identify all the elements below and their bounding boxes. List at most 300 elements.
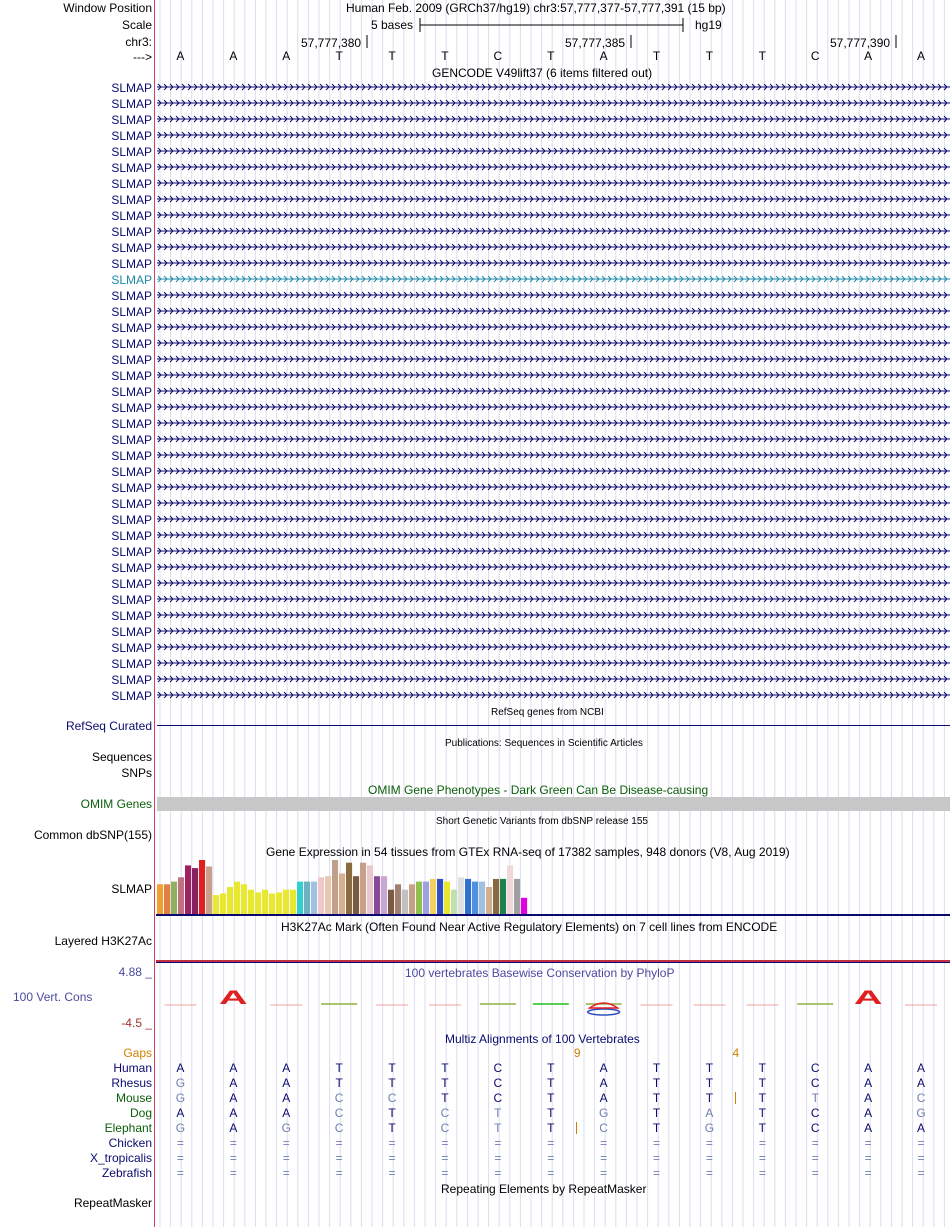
- gencode-transcript-glyph[interactable]: [157, 672, 950, 688]
- gtex-tissue-bar[interactable]: [514, 879, 520, 914]
- gencode-transcript-glyph[interactable]: [157, 320, 950, 336]
- gtex-tissue-bar[interactable]: [430, 879, 436, 914]
- gencode-transcript-label[interactable]: SLMAP: [111, 353, 152, 367]
- aligned-base: A: [864, 1121, 873, 1135]
- aligned-base: =: [282, 1166, 290, 1180]
- gtex-tissue-bar[interactable]: [241, 884, 247, 914]
- aligned-base: T: [652, 1061, 661, 1075]
- gencode-transcript-label[interactable]: SLMAP: [111, 289, 152, 303]
- gencode-transcript-label[interactable]: SLMAP: [111, 577, 152, 591]
- phylop-track-label[interactable]: 100 Vert. Cons: [13, 990, 93, 1004]
- gencode-transcript-row[interactable]: [0, 384, 950, 400]
- gtex-tissue-bar[interactable]: [311, 882, 317, 914]
- species-label[interactable]: Chicken: [108, 1136, 152, 1150]
- chrom-label: chr3:: [125, 35, 152, 49]
- gencode-transcript-label[interactable]: SLMAP: [111, 593, 152, 607]
- refseq-track-label[interactable]: RefSeq Curated: [65, 719, 152, 733]
- gencode-transcript-label[interactable]: SLMAP: [111, 657, 152, 671]
- gtex-tissue-bar[interactable]: [353, 876, 359, 914]
- gtex-tissue-bar[interactable]: [157, 884, 163, 914]
- gtex-tissue-bar[interactable]: [444, 882, 450, 914]
- aligned-base: A: [864, 1061, 873, 1075]
- gap-count: 9: [573, 1046, 581, 1060]
- gencode-transcript-glyph[interactable]: [157, 560, 950, 576]
- species-label[interactable]: Mouse: [115, 1091, 152, 1105]
- gtex-tissue-bar[interactable]: [500, 879, 506, 914]
- gtex-tissue-bar[interactable]: [388, 890, 394, 914]
- gencode-transcript-row[interactable]: [0, 128, 950, 144]
- gencode-transcript-label[interactable]: SLMAP: [111, 689, 152, 703]
- omim-track-title[interactable]: OMIM Gene Phenotypes - Dark Green Can Be Disease-causing: [368, 783, 709, 797]
- gencode-transcript-row[interactable]: [0, 336, 950, 352]
- gencode-transcript-label[interactable]: SLMAP: [111, 545, 152, 559]
- aligned-base: T: [705, 1061, 714, 1075]
- position-tick-1: 57,777,380: [301, 36, 362, 50]
- gencode-transcript-glyph[interactable]: [157, 608, 950, 624]
- gencode-transcript-row[interactable]: [0, 352, 950, 368]
- reference-base: T: [388, 49, 396, 63]
- gtex-tissue-bar[interactable]: [486, 887, 492, 914]
- strand-arrow-label: --->: [133, 50, 152, 64]
- gtex-tissue-bar[interactable]: [178, 877, 184, 914]
- gencode-transcript-label[interactable]: SLMAP: [111, 113, 152, 127]
- aligned-base: =: [547, 1151, 555, 1165]
- gencode-transcript-glyph[interactable]: [157, 288, 950, 304]
- gencode-transcript-row[interactable]: [0, 224, 950, 240]
- aligned-base: T: [652, 1121, 661, 1135]
- gencode-transcript-glyph[interactable]: [157, 240, 950, 256]
- aligned-base: G: [598, 1106, 609, 1120]
- gtex-tissue-bar[interactable]: [437, 879, 443, 914]
- aligned-base: =: [335, 1166, 343, 1180]
- gencode-transcript-row[interactable]: [0, 240, 950, 256]
- gencode-transcript-row[interactable]: [0, 544, 950, 560]
- gencode-transcript-glyph[interactable]: [157, 512, 950, 528]
- aligned-base: T: [652, 1076, 661, 1090]
- aligned-base: =: [229, 1166, 237, 1180]
- gencode-transcript-label[interactable]: SLMAP: [111, 241, 152, 255]
- gencode-transcript-row[interactable]: [0, 592, 950, 608]
- aligned-base: C: [599, 1121, 608, 1135]
- gencode-transcript-label[interactable]: SLMAP: [111, 257, 152, 271]
- aligned-base: A: [229, 1091, 238, 1105]
- aligned-base: A: [917, 1121, 926, 1135]
- gencode-transcript-glyph[interactable]: [157, 112, 950, 128]
- gtex-track-bottom-line: [156, 914, 950, 916]
- aligned-base: A: [229, 1106, 238, 1120]
- aligned-base: T: [705, 1076, 714, 1090]
- gencode-transcript-glyph[interactable]: [157, 128, 950, 144]
- gencode-transcript-label[interactable]: SLMAP: [111, 481, 152, 495]
- gencode-transcript-row[interactable]: [0, 688, 950, 704]
- gencode-transcript-label[interactable]: SLMAP: [111, 97, 152, 111]
- gtex-tissue-bar[interactable]: [395, 884, 401, 914]
- gtex-tissue-bar[interactable]: [248, 890, 254, 914]
- repeatmasker-track-title[interactable]: Repeating Elements by RepeatMasker: [441, 1182, 647, 1196]
- aligned-base: T: [547, 1121, 555, 1135]
- aligned-base: T: [494, 1121, 502, 1135]
- species-label[interactable]: Elephant: [104, 1121, 152, 1135]
- gencode-transcript-row[interactable]: [0, 368, 950, 384]
- aligned-base: G: [175, 1076, 186, 1090]
- gencode-transcript-label[interactable]: SLMAP: [111, 321, 152, 335]
- gtex-tissue-bar[interactable]: [360, 863, 366, 914]
- gencode-transcript-row[interactable]: [0, 192, 950, 208]
- gencode-transcript-label[interactable]: SLMAP: [111, 401, 152, 415]
- aligned-base: C: [810, 1061, 820, 1075]
- gencode-transcript-glyph[interactable]: [157, 272, 950, 288]
- gencode-transcript-glyph[interactable]: [157, 656, 950, 672]
- gencode-transcript-glyph[interactable]: [157, 688, 950, 704]
- gtex-tissue-bar[interactable]: [192, 868, 198, 914]
- gtex-tissue-bar[interactable]: [318, 877, 324, 914]
- gencode-transcript-glyph[interactable]: [157, 96, 950, 112]
- species-label[interactable]: X_tropicalis: [89, 1151, 152, 1165]
- aligned-base: A: [599, 1076, 608, 1090]
- gencode-transcript-row[interactable]: [0, 208, 950, 224]
- gtex-tissue-bar[interactable]: [458, 877, 464, 914]
- gencode-transcript-row[interactable]: [0, 608, 950, 624]
- aligned-base: T: [388, 1076, 396, 1090]
- reference-base: A: [282, 49, 291, 63]
- reference-base: C: [810, 49, 820, 63]
- gencode-transcript-label[interactable]: SLMAP: [111, 273, 152, 287]
- publications-track-title[interactable]: Publications: Sequences in Scientific Articles: [445, 738, 643, 749]
- gencode-transcript-row[interactable]: [0, 464, 950, 480]
- omim-gene-bar[interactable]: [157, 797, 950, 811]
- aligned-base: =: [917, 1166, 925, 1180]
- gencode-transcript-row[interactable]: [0, 272, 950, 288]
- aligned-base: =: [441, 1136, 449, 1150]
- reference-base: T: [652, 49, 661, 63]
- aligned-base: =: [600, 1151, 608, 1165]
- aligned-base: =: [705, 1166, 713, 1180]
- aligned-base: T: [547, 1091, 555, 1105]
- gtex-tissue-bar[interactable]: [346, 863, 352, 914]
- aligned-base: T: [494, 1106, 502, 1120]
- aligned-base: C: [810, 1121, 820, 1135]
- dbsnp-track-label[interactable]: Common dbSNP(155): [33, 828, 152, 842]
- aligned-base: =: [811, 1151, 819, 1165]
- phylop-base-logo: A: [853, 986, 883, 1009]
- multiz-track-title[interactable]: Multiz Alignments of 100 Vertebrates: [445, 1032, 640, 1046]
- gtex-tissue-bar[interactable]: [206, 866, 212, 914]
- aligned-base: T: [758, 1061, 767, 1075]
- multiz-gap-row: [0, 1046, 950, 1060]
- reference-base: T: [441, 49, 449, 63]
- aligned-base: =: [705, 1136, 713, 1150]
- aligned-base: =: [176, 1136, 184, 1150]
- aligned-base: A: [229, 1121, 238, 1135]
- aligned-base: T: [547, 1061, 555, 1075]
- aligned-base: T: [388, 1121, 396, 1135]
- gencode-transcript-row[interactable]: [0, 672, 950, 688]
- gencode-transcript-glyph[interactable]: [157, 464, 950, 480]
- aligned-base: A: [282, 1076, 291, 1090]
- aligned-base: C: [493, 1076, 503, 1090]
- gencode-transcript-label[interactable]: SLMAP: [111, 561, 152, 575]
- gencode-transcript-row[interactable]: [0, 432, 950, 448]
- gencode-transcript-label[interactable]: SLMAP: [111, 497, 152, 511]
- gencode-transcript-glyph[interactable]: [157, 640, 950, 656]
- aligned-base: =: [917, 1136, 925, 1150]
- gencode-transcript-label[interactable]: SLMAP: [111, 209, 152, 223]
- aligned-base: A: [229, 1061, 238, 1075]
- gencode-transcript-label[interactable]: SLMAP: [111, 449, 152, 463]
- gencode-transcript-label[interactable]: SLMAP: [111, 673, 152, 687]
- gencode-transcript-label[interactable]: SLMAP: [111, 81, 152, 95]
- gencode-transcript-glyph[interactable]: [157, 192, 950, 208]
- gencode-transcript-label[interactable]: SLMAP: [111, 145, 152, 159]
- gencode-transcript-glyph[interactable]: [157, 208, 950, 224]
- gencode-transcript-label[interactable]: SLMAP: [111, 609, 152, 623]
- gencode-transcript-label[interactable]: SLMAP: [111, 161, 152, 175]
- gtex-tissue-bar[interactable]: [465, 879, 471, 914]
- assembly-label: hg19: [695, 18, 722, 32]
- gencode-transcript-glyph[interactable]: [157, 384, 950, 400]
- aligned-base: T: [441, 1091, 449, 1105]
- gencode-transcript-glyph[interactable]: [157, 448, 950, 464]
- aligned-base: C: [810, 1106, 820, 1120]
- gencode-transcript-glyph[interactable]: [157, 176, 950, 192]
- gencode-transcript-row[interactable]: [0, 320, 950, 336]
- gtex-tissue-bar[interactable]: [213, 895, 219, 914]
- gencode-transcript-label[interactable]: SLMAP: [111, 369, 152, 383]
- aligned-base: =: [600, 1166, 608, 1180]
- gencode-transcript-label[interactable]: SLMAP: [111, 193, 152, 207]
- gencode-transcript-glyph[interactable]: [157, 160, 950, 176]
- publications-sequences-label[interactable]: Sequences: [91, 750, 152, 764]
- gencode-transcript-glyph[interactable]: [157, 80, 950, 96]
- gencode-transcript-label[interactable]: SLMAP: [111, 385, 152, 399]
- aligned-base: T: [758, 1106, 767, 1120]
- aligned-base: C: [440, 1106, 450, 1120]
- gencode-transcript-label[interactable]: SLMAP: [111, 225, 152, 239]
- aligned-base: T: [758, 1076, 767, 1090]
- gencode-transcript-row[interactable]: [0, 560, 950, 576]
- aligned-base: =: [229, 1151, 237, 1165]
- gtex-tissue-bar[interactable]: [297, 882, 303, 914]
- gencode-transcript-label[interactable]: SLMAP: [111, 129, 152, 143]
- gtex-tissue-bar[interactable]: [451, 890, 457, 914]
- gtex-tissue-bar[interactable]: [164, 884, 170, 914]
- gencode-transcript-row[interactable]: [0, 528, 950, 544]
- gtex-tissue-bar[interactable]: [171, 882, 177, 914]
- gencode-transcript-glyph[interactable]: [157, 400, 950, 416]
- aligned-base: G: [175, 1121, 186, 1135]
- gencode-transcript-row[interactable]: [0, 640, 950, 656]
- gencode-transcript-glyph[interactable]: [157, 592, 950, 608]
- aligned-base: =: [229, 1136, 237, 1150]
- gencode-transcript-row[interactable]: [0, 624, 950, 640]
- aligned-base: G: [175, 1091, 186, 1105]
- aligned-base: C: [387, 1091, 397, 1105]
- gencode-transcript-row[interactable]: [0, 576, 950, 592]
- aligned-base: C: [493, 1091, 503, 1105]
- gtex-tissue-bar[interactable]: [402, 890, 408, 914]
- aligned-base: C: [334, 1091, 344, 1105]
- aligned-base: =: [547, 1136, 555, 1150]
- aligned-base: =: [494, 1166, 502, 1180]
- aligned-base: =: [653, 1136, 661, 1150]
- gencode-transcript-row[interactable]: [0, 480, 950, 496]
- gencode-transcript-row[interactable]: [0, 656, 950, 672]
- reference-base: A: [176, 49, 185, 63]
- gtex-tissue-bar[interactable]: [262, 890, 268, 914]
- gtex-tissue-bar[interactable]: [332, 860, 338, 914]
- reference-bases: [0, 49, 950, 63]
- gtex-tissue-bar[interactable]: [367, 865, 373, 914]
- gencode-transcript-row[interactable]: [0, 512, 950, 528]
- aligned-base: =: [864, 1136, 872, 1150]
- gencode-track-title[interactable]: GENCODE V49lift37 (6 items filtered out): [432, 66, 653, 80]
- aligned-base: T: [705, 1091, 714, 1105]
- gencode-transcript-glyph[interactable]: [157, 144, 950, 160]
- publications-snps-label[interactable]: SNPs: [121, 766, 152, 780]
- gencode-transcript-row[interactable]: [0, 96, 950, 112]
- gtex-tissue-bar[interactable]: [472, 882, 478, 914]
- gencode-transcript-row[interactable]: [0, 496, 950, 512]
- aligned-base: =: [811, 1136, 819, 1150]
- reference-base: T: [335, 49, 343, 63]
- gencode-transcript-row[interactable]: [0, 112, 950, 128]
- gencode-transcript-glyph[interactable]: [157, 480, 950, 496]
- gencode-transcript-glyph[interactable]: [157, 576, 950, 592]
- gtex-tissue-bar[interactable]: [185, 865, 191, 914]
- gtex-tissue-bar[interactable]: [374, 876, 380, 914]
- gtex-tissue-bar[interactable]: [283, 890, 289, 914]
- position-tick-3: 57,777,390: [830, 36, 891, 50]
- gtex-tissue-bar[interactable]: [416, 882, 422, 914]
- gencode-transcript-label[interactable]: SLMAP: [111, 465, 152, 479]
- gencode-transcript-label[interactable]: SLMAP: [111, 177, 152, 191]
- aligned-base: T: [811, 1091, 819, 1105]
- gencode-transcript-glyph[interactable]: [157, 304, 950, 320]
- gtex-track-title[interactable]: Gene Expression in 54 tissues from GTEx RNA-seq of 17382 samples, 948 donors (V8, Aug 2019): [266, 845, 790, 859]
- gencode-transcript-row[interactable]: [0, 144, 950, 160]
- gencode-transcript-label[interactable]: SLMAP: [111, 433, 152, 447]
- phylop-logo-chart[interactable]: [155, 984, 950, 1024]
- h3k27ac-track-label[interactable]: Layered H3K27Ac: [54, 934, 152, 948]
- species-label[interactable]: Rhesus: [111, 1076, 152, 1090]
- gtex-tissue-bar[interactable]: [325, 876, 331, 914]
- aligned-base: T: [547, 1106, 555, 1120]
- multiz-gaps-label: Gaps: [123, 1046, 152, 1060]
- gtex-tissue-bar[interactable]: [227, 887, 233, 914]
- position-tick-marks: [0, 34, 950, 50]
- gtex-track-label[interactable]: SLMAP: [111, 882, 152, 896]
- refseq-track-title[interactable]: RefSeq genes from NCBI: [491, 707, 604, 718]
- gencode-transcript-label[interactable]: SLMAP: [111, 305, 152, 319]
- phylop-track-title[interactable]: 100 vertebrates Basewise Conservation by PhyloP: [405, 966, 675, 980]
- gencode-transcript-row[interactable]: [0, 160, 950, 176]
- gtex-tissue-bar[interactable]: [493, 879, 499, 914]
- aligned-base: C: [493, 1061, 503, 1075]
- gencode-transcript-label[interactable]: SLMAP: [111, 337, 152, 351]
- reference-base: C: [493, 49, 503, 63]
- gencode-transcript-row[interactable]: [0, 304, 950, 320]
- gencode-transcript-label[interactable]: SLMAP: [111, 641, 152, 655]
- gtex-tissue-bar[interactable]: [290, 890, 296, 914]
- aligned-base: =: [176, 1166, 184, 1180]
- aligned-base: =: [494, 1151, 502, 1165]
- scale-label: Scale: [121, 18, 152, 32]
- gencode-transcript-row[interactable]: [0, 256, 950, 272]
- aligned-base: T: [388, 1061, 396, 1075]
- gtex-tissue-bar[interactable]: [339, 874, 345, 915]
- gencode-transcript-glyph[interactable]: [157, 416, 950, 432]
- aligned-base: =: [335, 1136, 343, 1150]
- gencode-transcript-row[interactable]: [0, 448, 950, 464]
- aligned-base: =: [705, 1151, 713, 1165]
- aligned-base: G: [916, 1106, 926, 1120]
- gencode-transcript-label[interactable]: SLMAP: [111, 529, 152, 543]
- gtex-tissue-bar[interactable]: [269, 893, 275, 914]
- phylop-ymax: 4.88 _: [118, 965, 152, 979]
- gtex-tissue-bar[interactable]: [381, 876, 387, 914]
- gtex-tissue-bar[interactable]: [276, 892, 282, 914]
- species-label[interactable]: Human: [113, 1061, 152, 1075]
- refseq-gene-line[interactable]: [157, 725, 950, 726]
- gencode-transcript-row[interactable]: [0, 400, 950, 416]
- gencode-transcript-glyph[interactable]: [157, 544, 950, 560]
- aligned-base: =: [758, 1166, 766, 1180]
- species-label[interactable]: Zebrafish: [101, 1166, 152, 1180]
- h3k27ac-track-title[interactable]: H3K27Ac Mark (Often Found Near Active Regulatory Elements) on 7 cell lines from ENCODE: [281, 920, 778, 934]
- gencode-transcript-glyph[interactable]: [157, 432, 950, 448]
- gtex-tissue-bar[interactable]: [479, 882, 485, 914]
- gtex-tissue-bar[interactable]: [521, 898, 527, 914]
- dbsnp-track-title[interactable]: Short Genetic Variants from dbSNP release 155: [436, 816, 648, 827]
- gencode-transcript-glyph[interactable]: [157, 336, 950, 352]
- gtex-expression-chart[interactable]: [156, 858, 536, 914]
- gtex-tissue-bar[interactable]: [199, 860, 205, 914]
- gencode-transcript-row[interactable]: [0, 80, 950, 96]
- gtex-tissue-bar[interactable]: [423, 882, 429, 914]
- gtex-tissue-bar[interactable]: [255, 892, 261, 914]
- aligned-base: =: [758, 1136, 766, 1150]
- gencode-transcript-glyph[interactable]: [157, 224, 950, 240]
- species-label[interactable]: Dog: [129, 1106, 152, 1120]
- reference-base: T: [758, 49, 767, 63]
- aligned-base: A: [282, 1106, 291, 1120]
- gencode-transcript-glyph[interactable]: [157, 352, 950, 368]
- repeatmasker-track-label[interactable]: RepeatMasker: [73, 1196, 152, 1210]
- omim-track-label[interactable]: OMIM Genes: [80, 797, 152, 811]
- gtex-tissue-bar[interactable]: [220, 893, 226, 914]
- gencode-transcript-row[interactable]: [0, 288, 950, 304]
- gencode-transcript-glyph[interactable]: [157, 528, 950, 544]
- gencode-transcript-label[interactable]: SLMAP: [111, 417, 152, 431]
- gencode-transcript-row[interactable]: [0, 176, 950, 192]
- gencode-transcript-glyph[interactable]: [157, 368, 950, 384]
- gencode-transcript-label[interactable]: SLMAP: [111, 625, 152, 639]
- reference-base: T: [705, 49, 714, 63]
- gtex-tissue-bar[interactable]: [234, 882, 240, 914]
- gap-count: 4: [732, 1046, 740, 1060]
- phylop-ymin: -4.5 _: [121, 1016, 152, 1030]
- gtex-tissue-bar[interactable]: [304, 882, 310, 914]
- gencode-transcript-glyph[interactable]: [157, 624, 950, 640]
- gencode-transcript-glyph[interactable]: [157, 256, 950, 272]
- window-position-label: Window Position: [63, 1, 152, 15]
- gtex-tissue-bar[interactable]: [507, 865, 513, 914]
- gencode-transcript-row[interactable]: [0, 416, 950, 432]
- gtex-tissue-bar[interactable]: [409, 884, 415, 914]
- gencode-transcript-glyph[interactable]: [157, 496, 950, 512]
- gencode-transcript-label[interactable]: SLMAP: [111, 513, 152, 527]
- aligned-base: =: [917, 1151, 925, 1165]
